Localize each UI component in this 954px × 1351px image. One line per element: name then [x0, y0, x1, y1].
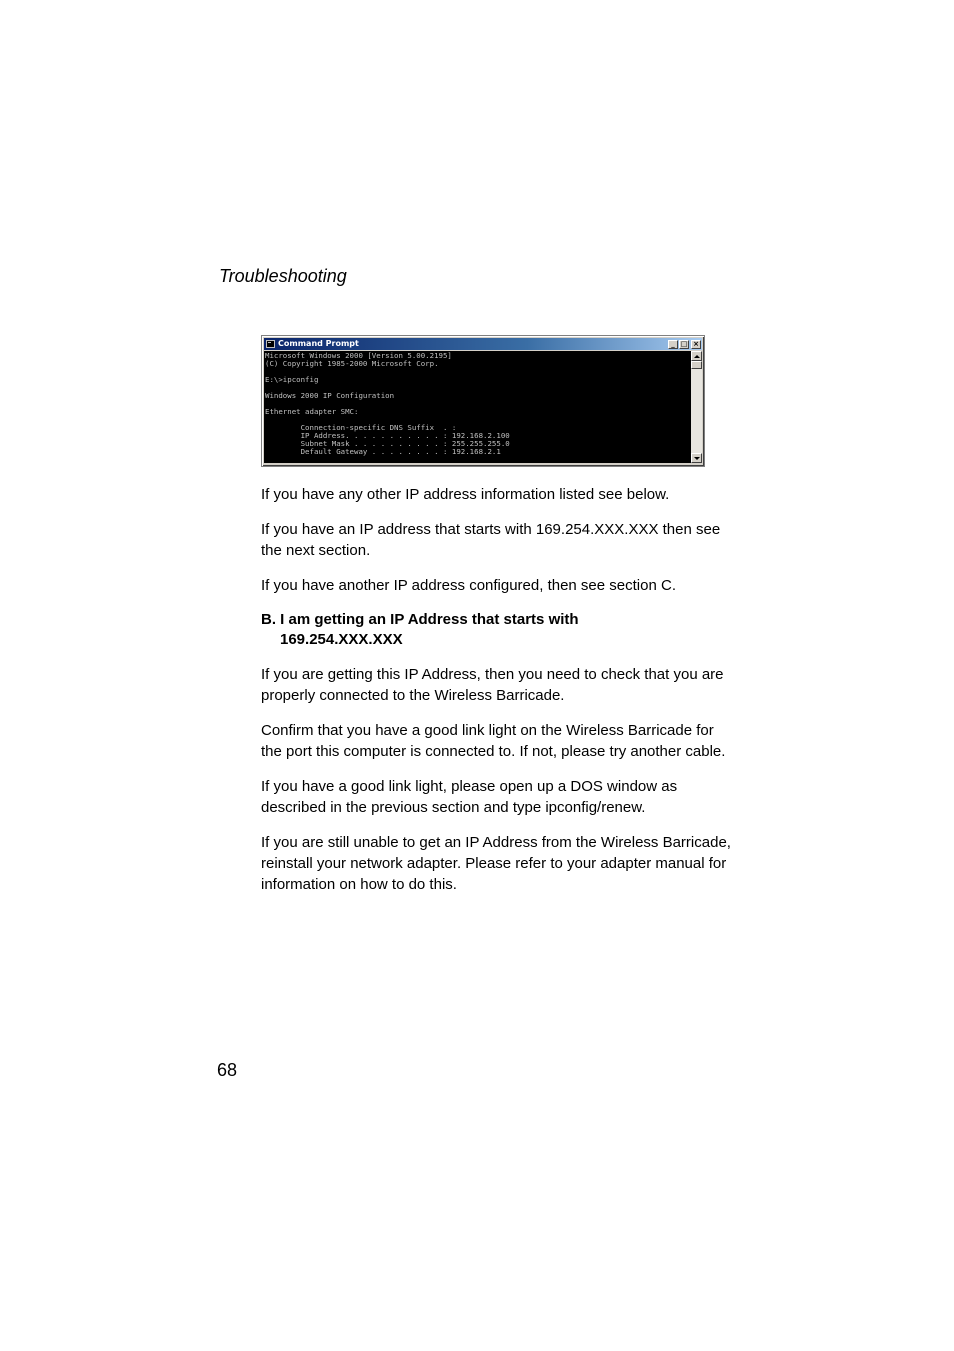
- paragraph-check-connection: If you are getting this IP Address, then you need to check that you are properly connected to the Wireless Barricade.: [261, 666, 724, 704]
- section-heading-line1: B. I am getting an IP Address that starts with: [261, 611, 579, 628]
- section-heading-line2: 169.254.XXX.XXX: [280, 631, 403, 648]
- cmd-scrollbar: [691, 351, 702, 463]
- console-line: E:\>ipconfig: [265, 375, 319, 384]
- minimize-icon: _: [668, 340, 678, 349]
- section-heading-b: [261, 610, 731, 650]
- scroll-down-icon: [691, 453, 702, 463]
- cmd-window-title: Command Prompt: [278, 339, 359, 348]
- paragraph-link-light: Confirm that you have a good link light on the Wireless Barricade for the port this computer is connected to. If not, please try another cable.: [261, 722, 726, 760]
- body-content: [261, 484, 731, 909]
- console-line: Subnet Mask . . . . . . . . . . : 255.255.255.0: [265, 439, 510, 448]
- scroll-thumb: [691, 361, 702, 369]
- command-prompt-icon: [266, 340, 275, 348]
- page-number: 68: [217, 1060, 238, 1080]
- cmd-console-output: [264, 351, 691, 463]
- window-controls: [668, 340, 701, 349]
- paragraph-169-address: If you have an IP address that starts with 169.254.XXX.XXX then see the next section.: [261, 521, 721, 559]
- paragraph-reinstall-adapter: If you are still unable to get an IP Address from the Wireless Barricade, reinstall your network adapter. Please refer to your adapter manual for information on how to do this.: [261, 834, 731, 893]
- console-line: Windows 2000 IP Configuration: [265, 391, 395, 400]
- scroll-up-icon: [691, 351, 702, 361]
- page-header-title: Troubleshooting: [219, 266, 347, 286]
- paragraph-ipconfig-renew: If you have a good link light, please open up a DOS window as described in the previous section and type ipconfig/renew.: [261, 778, 678, 816]
- console-line: IP Address. . . . . . . . . . . : 192.168.2.100: [265, 431, 510, 440]
- console-line: [264, 368, 691, 376]
- console-line: Default Gateway . . . . . . . . : 192.168.2.1: [265, 447, 501, 456]
- close-icon: ×: [691, 340, 701, 349]
- command-prompt-screenshot: [261, 335, 705, 467]
- console-line: Microsoft Windows 2000 [Version 5.00.2195]: [265, 351, 452, 360]
- paragraph-other-ip: If you have any other IP address information listed see below.: [261, 486, 670, 503]
- maximize-icon: □: [680, 339, 688, 348]
- cmd-titlebar: [264, 338, 702, 350]
- console-line: (C) Copyright 1985-2000 Microsoft Corp.: [265, 359, 439, 368]
- console-line: Ethernet adapter SMC:: [265, 407, 359, 416]
- paragraph-section-c: If you have another IP address configured, then see section C.: [261, 577, 676, 594]
- console-line: Connection-specific DNS Suffix . :: [265, 423, 457, 432]
